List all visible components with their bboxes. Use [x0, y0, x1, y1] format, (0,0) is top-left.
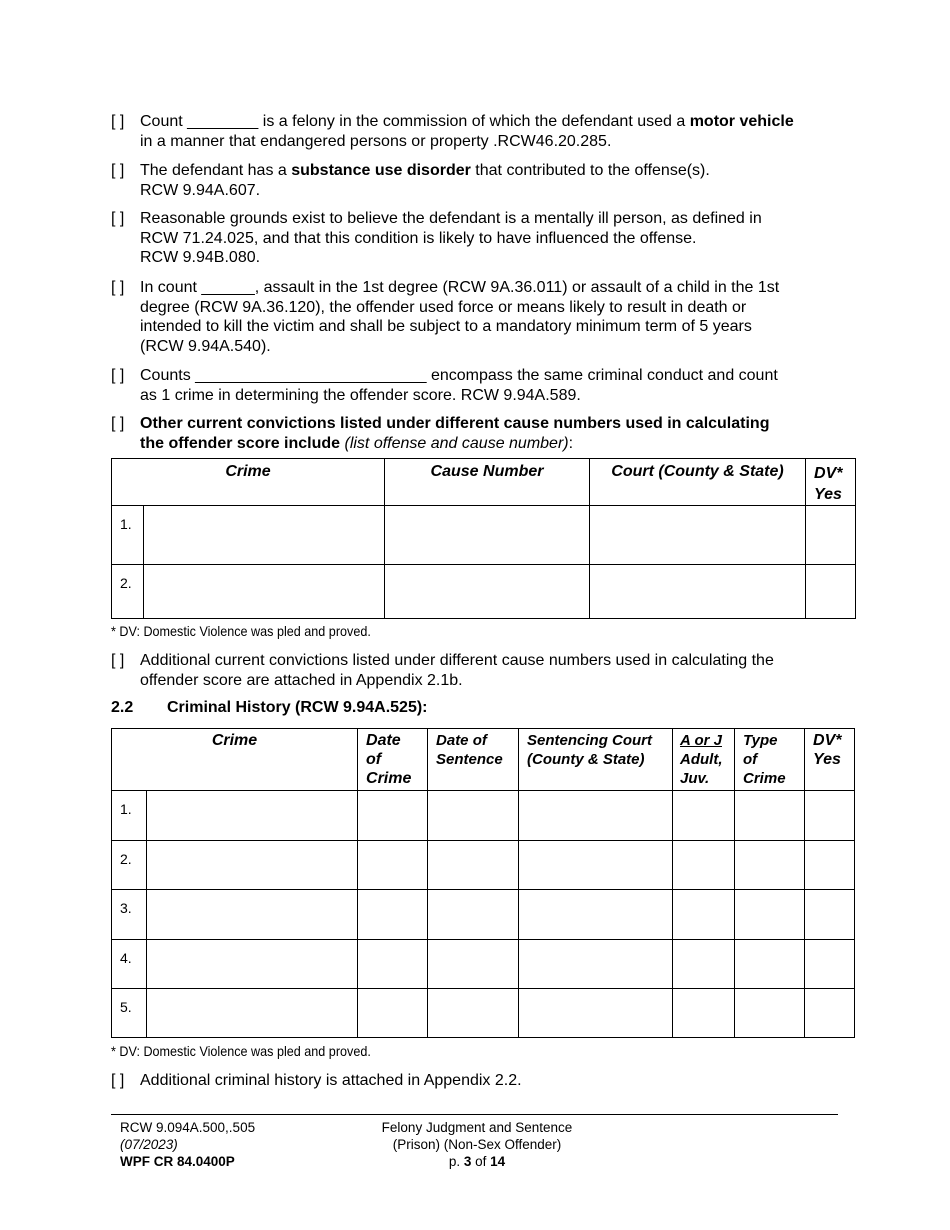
cell[interactable] — [428, 890, 519, 940]
counts-line-1: Counts __________________________ encompass the same criminal conduct and count — [140, 367, 778, 384]
col-date-of-sentence — [428, 729, 519, 791]
other-italic: (list offense and cause number) — [340, 434, 569, 452]
current-convictions-table — [111, 458, 856, 619]
cell[interactable] — [358, 791, 428, 841]
cell[interactable] — [147, 890, 358, 940]
table-row — [112, 989, 855, 1038]
cell[interactable] — [735, 940, 805, 989]
page-of: of — [471, 1154, 491, 1169]
col-date-of-crime — [358, 729, 428, 791]
footer-title-2: (Prison) (Non-Sex Offender) — [392, 1137, 562, 1152]
cell[interactable] — [805, 791, 855, 841]
cell[interactable] — [428, 841, 519, 890]
cell[interactable] — [428, 791, 519, 841]
additional-current-line-1: Additional current convictions listed under different cause numbers used in calculating the — [140, 652, 774, 669]
dv-label: DV* — [814, 465, 843, 482]
additional-history-text: Additional criminal history is attached in Appendix 2.2. — [140, 1072, 522, 1089]
h-line: (County & State) — [527, 751, 645, 768]
cell[interactable] — [519, 890, 673, 940]
motor-vehicle-text-2: in a manner that endangered persons or property .RCW46.20.285. — [140, 132, 612, 150]
motor-vehicle-text: Count ________ is a felony in the commission of which the defendant used a — [140, 113, 690, 130]
cell[interactable] — [673, 841, 735, 890]
substance-text: The defendant has a — [140, 162, 292, 179]
footer-title-1: Felony Judgment and Sentence — [381, 1120, 573, 1135]
additional-current-line-2: offender score are attached in Appendix 2.1b. — [140, 671, 463, 689]
col-dv — [806, 459, 856, 506]
cause-cell[interactable] — [385, 565, 590, 619]
checkbox[interactable]: [ ] — [111, 162, 125, 179]
cell[interactable] — [358, 989, 428, 1038]
table-row — [112, 890, 855, 940]
table-row — [112, 841, 855, 890]
cell[interactable] — [805, 940, 855, 989]
page-total: 14 — [490, 1154, 506, 1169]
substance-finding — [111, 161, 846, 200]
court-cell[interactable] — [590, 506, 806, 565]
substance-rcw: RCW 9.94A.607. — [140, 181, 261, 199]
col-court: Court (County & State) — [590, 459, 806, 506]
cell[interactable] — [519, 940, 673, 989]
row-number: 4. — [112, 940, 147, 989]
cell[interactable] — [735, 841, 805, 890]
footer-form-number: WPF CR 84.0400P — [120, 1154, 235, 1169]
footer-left — [120, 1119, 255, 1170]
motor-vehicle-bold: motor vehicle — [689, 113, 794, 130]
h-line: Type — [743, 732, 778, 749]
cell[interactable] — [673, 940, 735, 989]
dv-note: * DV: Domestic Violence was pled and proved. — [111, 1043, 371, 1059]
h-line: of — [743, 751, 758, 768]
other-line-2: the offender score include — [140, 434, 341, 452]
col-crime: Crime — [112, 729, 358, 791]
table-row — [112, 565, 856, 619]
col-dv — [805, 729, 855, 791]
cell[interactable] — [519, 841, 673, 890]
checkbox[interactable]: [ ] — [111, 113, 125, 130]
h-line: Sentence — [436, 751, 503, 768]
h-line: Date — [366, 732, 401, 749]
cell[interactable] — [147, 791, 358, 841]
row-number: 1. — [112, 506, 144, 565]
table-row — [112, 506, 856, 565]
row-number: 3. — [112, 890, 147, 940]
row-number: 2. — [112, 841, 147, 890]
cell[interactable] — [673, 890, 735, 940]
h-line: DV* — [813, 732, 842, 749]
row-number: 5. — [112, 989, 147, 1038]
checkbox[interactable]: [ ] — [111, 1072, 125, 1089]
cell[interactable] — [673, 791, 735, 841]
cell[interactable] — [735, 791, 805, 841]
col-cause-number: Cause Number — [385, 459, 590, 506]
assault-line-3: intended to kill the victim and shall be subject to a mandatory minimum term of 5 years — [140, 318, 752, 335]
cell[interactable] — [673, 989, 735, 1038]
h-line: Sentencing Court — [527, 732, 653, 749]
other-convictions-finding — [111, 414, 846, 453]
checkbox[interactable]: [ ] — [111, 652, 125, 669]
crime-cell[interactable] — [144, 565, 385, 619]
cell[interactable] — [519, 791, 673, 841]
footer-page — [449, 1154, 505, 1169]
assault-finding — [111, 278, 851, 356]
cell[interactable] — [805, 890, 855, 940]
checkbox[interactable]: [ ] — [111, 367, 125, 384]
substance-text-2: that contributed to the offense(s). — [470, 162, 710, 179]
cell[interactable] — [147, 940, 358, 989]
assault-line-2: degree (RCW 9A.36.120), the offender used force or means likely to result in death or — [140, 298, 747, 316]
cell[interactable] — [147, 841, 358, 890]
mental-illness-finding — [111, 209, 846, 268]
other-colon: : — [568, 434, 574, 452]
h-line: Crime — [366, 770, 412, 787]
dv-cell[interactable] — [806, 506, 856, 565]
footer-center — [365, 1119, 589, 1170]
same-conduct-finding — [111, 366, 846, 405]
h-line: A or J — [680, 732, 722, 749]
cell[interactable] — [428, 940, 519, 989]
dv-yes-label: Yes — [814, 486, 842, 503]
motor-vehicle-finding — [111, 112, 846, 151]
counts-line-2: as 1 crime in determining the offender score. RCW 9.94A.589. — [140, 386, 581, 404]
cell[interactable] — [805, 841, 855, 890]
mental-line-3: RCW 9.94B.080. — [140, 249, 261, 266]
assault-line-4: (RCW 9.94A.540). — [140, 337, 271, 355]
cause-cell[interactable] — [385, 506, 590, 565]
checkbox[interactable]: [ ] — [111, 415, 125, 432]
cell[interactable] — [358, 890, 428, 940]
substance-bold: substance use disorder — [291, 162, 471, 179]
table-row — [112, 940, 855, 989]
cell[interactable] — [735, 890, 805, 940]
page-number: 3 — [463, 1154, 472, 1169]
footer-date: (07/2023) — [120, 1137, 178, 1152]
mental-line-1: Reasonable grounds exist to believe the defendant is a mentally ill person, as defined in — [140, 210, 762, 227]
court-cell[interactable] — [590, 565, 806, 619]
h-line: Adult, — [680, 751, 723, 768]
dv-note: * DV: Domestic Violence was pled and proved. — [111, 623, 371, 639]
section-title: Criminal History (RCW 9.94A.525): — [167, 699, 428, 716]
additional-current-finding — [111, 651, 846, 690]
h-line: of — [366, 751, 382, 768]
h-line: Juv. — [680, 770, 710, 787]
col-crime: Crime — [112, 459, 385, 506]
cell[interactable] — [519, 989, 673, 1038]
cell[interactable] — [147, 989, 358, 1038]
section-number: 2.2 — [111, 699, 134, 716]
col-sentencing-court — [519, 729, 673, 791]
crime-cell[interactable] — [144, 506, 385, 565]
cell[interactable] — [805, 989, 855, 1038]
page-prefix: p. — [448, 1154, 464, 1169]
table-row — [112, 791, 855, 841]
cell[interactable] — [358, 940, 428, 989]
col-a-or-j — [673, 729, 735, 791]
h-line: Yes — [813, 751, 841, 768]
section-heading — [111, 699, 428, 717]
mental-line-2: RCW 71.24.025, and that this condition is likely to have influenced the offense. — [140, 229, 697, 247]
criminal-history-table — [111, 728, 855, 1038]
checkbox[interactable]: [ ] — [111, 210, 125, 227]
cell[interactable] — [428, 989, 519, 1038]
additional-history-finding — [111, 1071, 846, 1091]
other-line-1: Other current convictions listed under different cause numbers used in calculating — [140, 415, 770, 432]
cell[interactable] — [358, 841, 428, 890]
h-line: Date of — [436, 732, 487, 749]
dv-cell[interactable] — [806, 565, 856, 619]
footer-rcw: RCW 9.094A.500,.505 — [120, 1120, 256, 1135]
h-line: Crime — [743, 770, 786, 787]
assault-line-1: In count ______, assault in the 1st degree (RCW 9A.36.011) or assault of a child in the 1st — [140, 279, 780, 296]
footer-rule — [111, 1114, 838, 1115]
row-number: 1. — [112, 791, 147, 841]
cell[interactable] — [735, 989, 805, 1038]
col-type-of-crime — [735, 729, 805, 791]
checkbox[interactable]: [ ] — [111, 279, 125, 296]
row-number: 2. — [112, 565, 144, 619]
